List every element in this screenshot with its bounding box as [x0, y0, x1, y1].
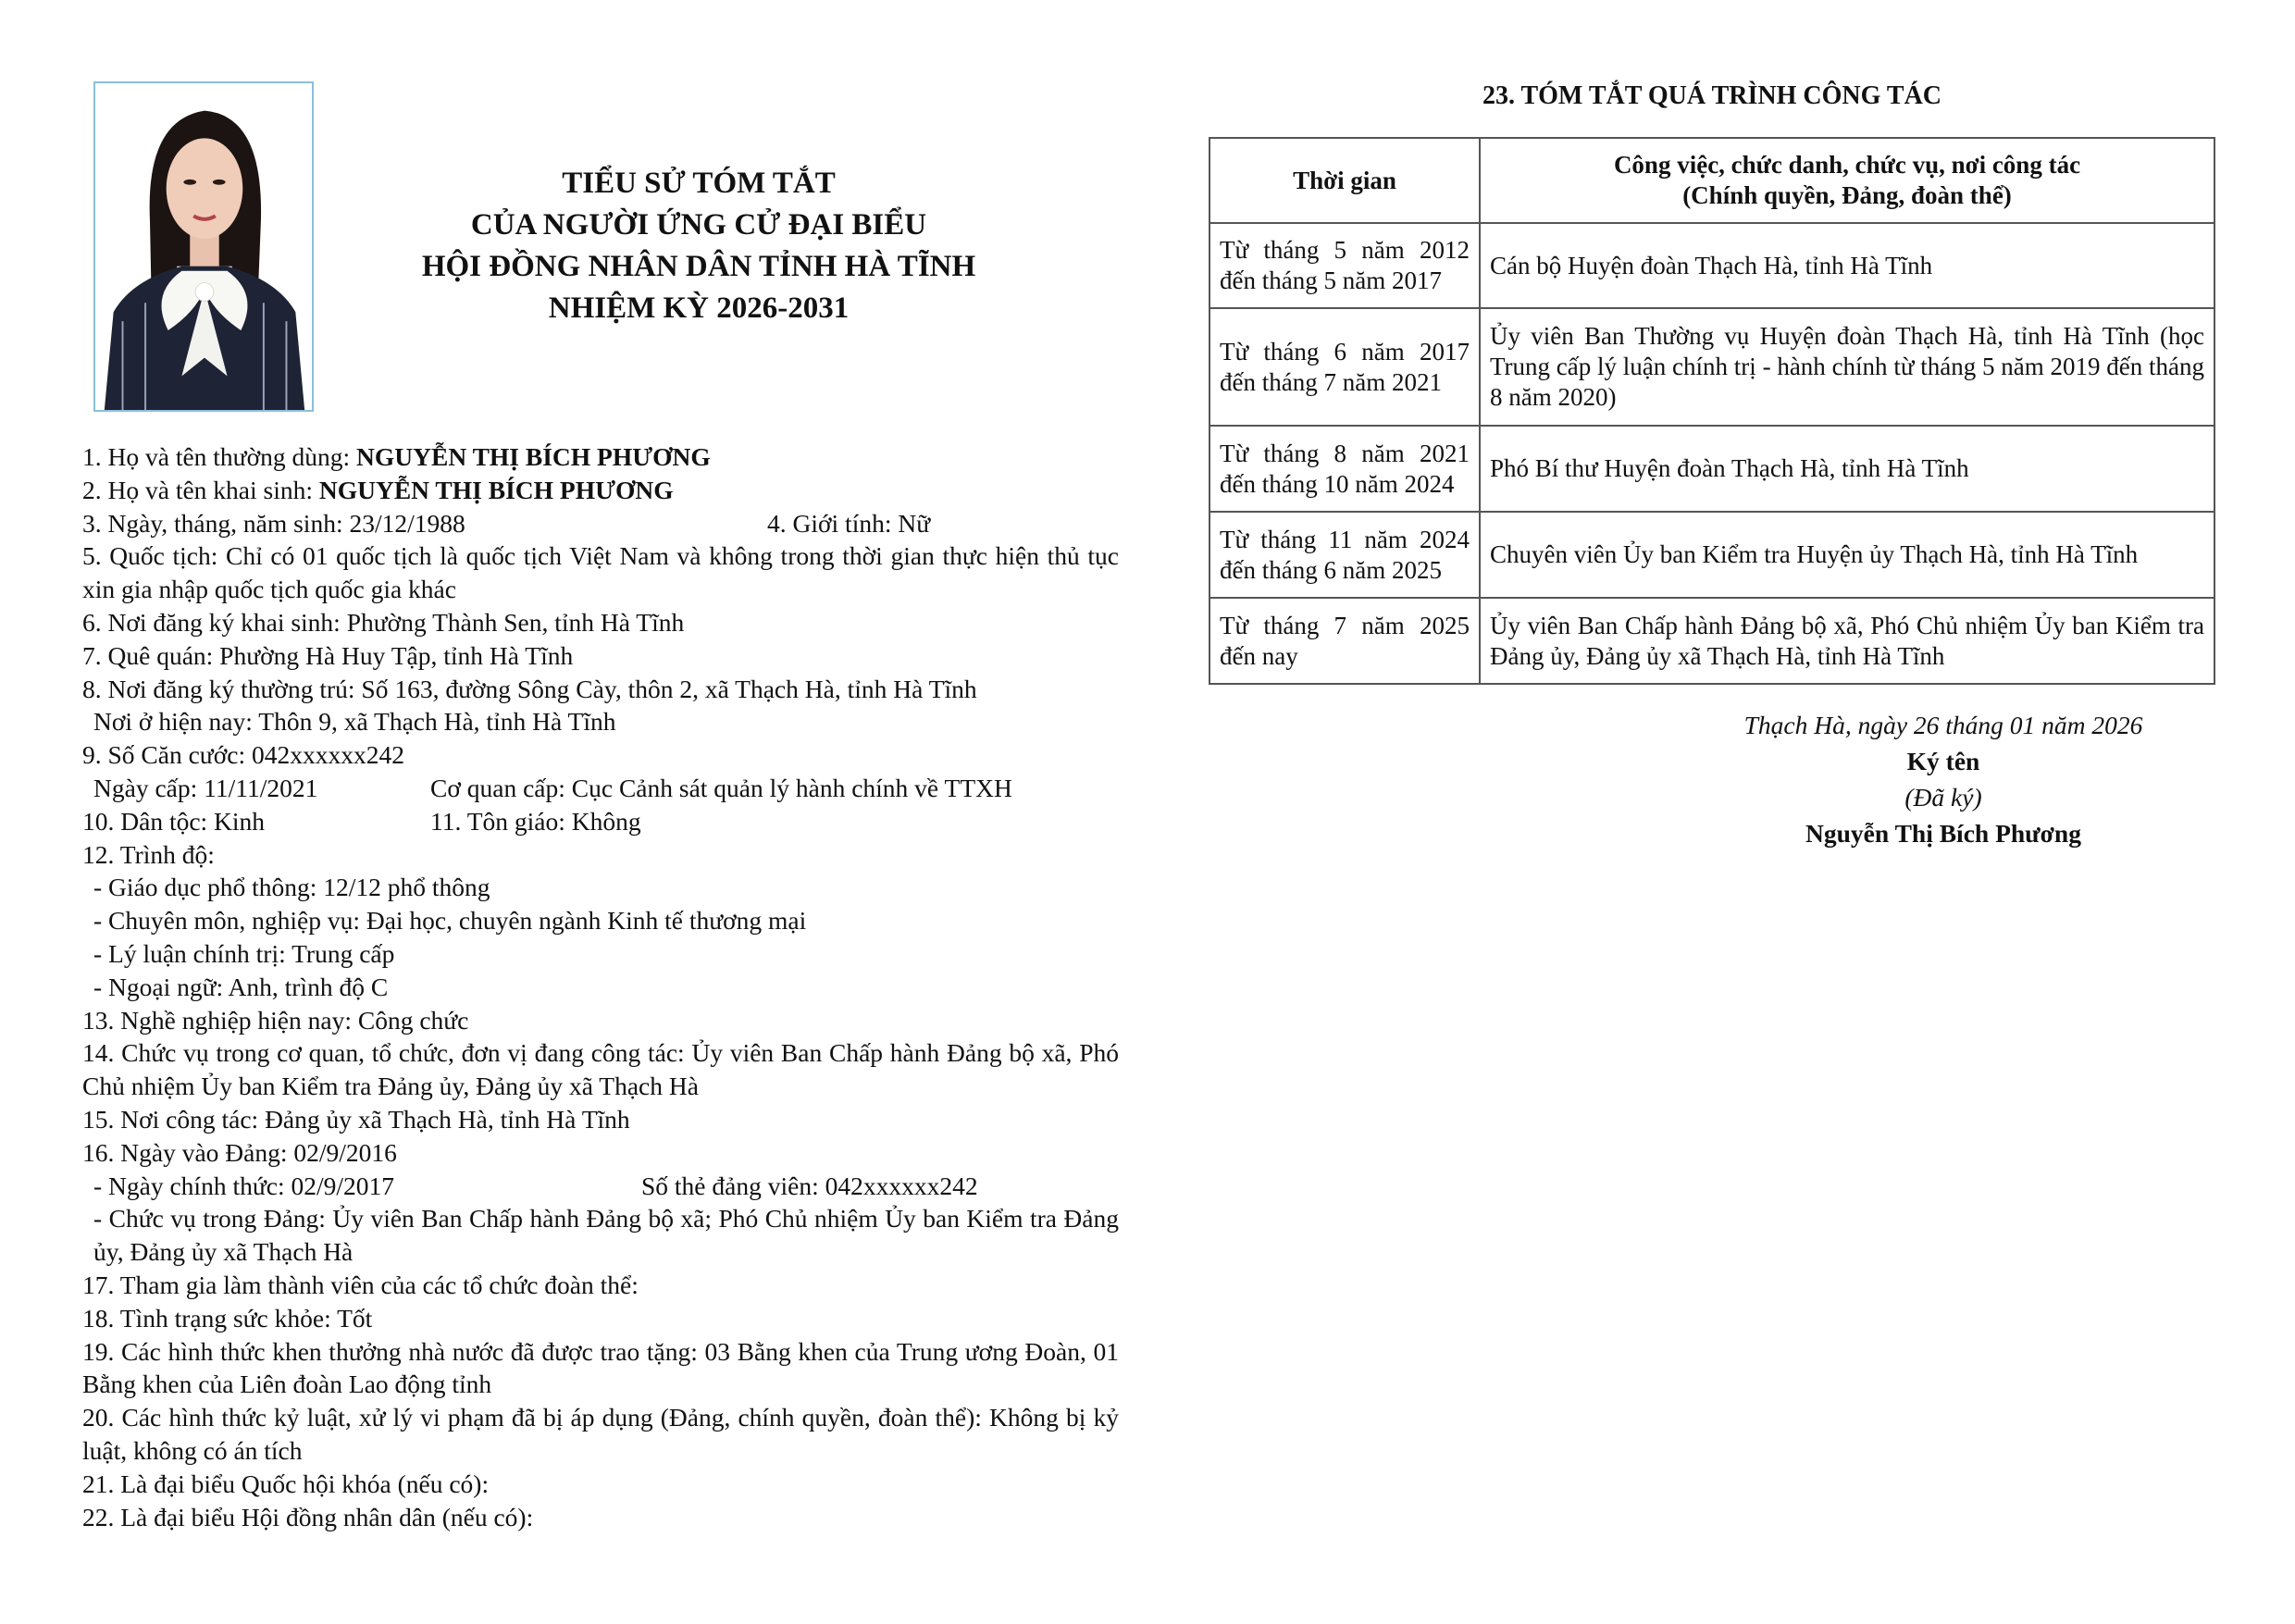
title-line-1: TIỂU SỬ TÓM TẮT — [562, 167, 836, 200]
signed-status: (Đã ký) — [1904, 783, 1982, 812]
common-name: NGUYỄN THỊ BÍCH PHƯƠNG — [356, 442, 711, 471]
birth-date: 3. Ngày, tháng, năm sinh: 23/12/1988 — [82, 508, 465, 538]
bio-item-7: 7. Quê quán: Phường Hà Huy Tập, tỉnh Hà Tĩnh — [82, 640, 574, 670]
party-official-info — [82, 1170, 1119, 1203]
title-line-4: NHIỆM KỲ 2026-2031 — [548, 291, 850, 325]
row-time: Từ tháng 11 năm 2024 đến tháng 6 năm 2025 — [1210, 512, 1480, 598]
bio-item-20: 20. Các hình thức kỷ luật, xử lý vi phạm đã bị áp dụng (Đảng, chính quyền, đoàn thể): Không bị kỷ luật, không có án tích — [82, 1403, 1119, 1465]
bio-item-10-11 — [82, 805, 1119, 838]
row-time: Từ tháng 6 năm 2017 đến tháng 7 năm 2021 — [1210, 308, 1480, 426]
bio-item-8: 8. Nơi đăng ký thường trú: Số 163, đường Sông Cày, thôn 2, xã Thạch Hà, tỉnh Hà Tĩnh — [82, 674, 977, 703]
table-row — [1210, 308, 2214, 426]
bio-item-5: 5. Quốc tịch: Chỉ có 01 quốc tịch là quốc tịch Việt Nam và không trong thời gian thực hiện thủ tục xin gia nhập quốc tịch quốc gia khác — [82, 541, 1119, 604]
bio-item-2 — [82, 474, 1119, 507]
signer-name: Nguyễn Thị Bích Phương — [1805, 819, 2081, 848]
current-residence: Nơi ở hiện nay: Thôn 9, xã Thạch Hà, tỉnh Hà Tĩnh — [93, 707, 616, 737]
education-political: - Lý luận chính trị: Trung cấp — [93, 938, 395, 968]
work-history-table — [1209, 137, 2215, 685]
education-general: - Giáo dục phổ thông: 12/12 phổ thông — [93, 873, 490, 902]
party-position: - Chức vụ trong Đảng: Ủy viên Ban Chấp hành Đảng bộ xã; Phó Chủ nhiệm Ủy ban Kiểm tra Đảng ủy, Đảng ủy xã Thạch Hà — [93, 1204, 1119, 1267]
candidate-photo — [93, 81, 314, 412]
column-header-desc-line-2: (Chính quyền, Đảng, đoàn thể) — [1682, 181, 2012, 209]
row-time: Từ tháng 5 năm 2012 đến tháng 5 năm 2017 — [1210, 223, 1480, 308]
column-header-description — [1480, 138, 2214, 223]
party-card-number: Số thẻ đảng viên: 042xxxxxx242 — [641, 1171, 978, 1200]
id-issue-date: Ngày cấp: 11/11/2021 — [93, 773, 318, 802]
document-title — [342, 163, 1055, 329]
signature-block — [1666, 707, 2221, 851]
bio-item-22: 22. Là đại biểu Hội đồng nhân dân (nếu có): — [82, 1502, 534, 1531]
column-header-desc-line-1: Công việc, chức danh, chức vụ, nơi công tác — [1613, 151, 2081, 179]
bio-label: 2. Họ và tên khai sinh: — [82, 475, 319, 504]
gender: 4. Giới tính: Nữ — [767, 508, 931, 538]
row-description: Ủy viên Ban Chấp hành Đảng bộ xã, Phó Chủ nhiệm Ủy ban Kiểm tra Đảng ủy, Đảng ủy xã Thạch Hà, tỉnh Hà Tĩnh — [1480, 598, 2214, 684]
row-time: Từ tháng 7 năm 2025 đến nay — [1210, 598, 1480, 684]
signature-label: Ký tên — [1906, 747, 1980, 775]
table-row — [1210, 223, 2214, 308]
bio-item-21: 21. Là đại biểu Quốc hội khóa (nếu có): — [82, 1469, 490, 1498]
biography-section — [82, 440, 1119, 1533]
bio-label: 1. Họ và tên thường dùng: — [82, 442, 357, 471]
birth-name: NGUYỄN THỊ BÍCH PHƯƠNG — [318, 475, 674, 504]
table-row — [1210, 512, 2214, 598]
party-official-date: - Ngày chính thức: 02/9/2017 — [93, 1171, 394, 1200]
bio-item-9: 9. Số Căn cước: 042xxxxxx242 — [82, 740, 404, 770]
title-line-2: CỦA NGƯỜI ỨNG CỬ ĐẠI BIỂU — [470, 208, 927, 242]
bio-item-17: 17. Tham gia làm thành viên của các tổ chức đoàn thể: — [82, 1270, 639, 1299]
title-line-3: HỘI ĐỒNG NHÂN DÂN TỈNH HÀ TĨNH — [421, 250, 976, 283]
row-time: Từ tháng 8 năm 2021 đến tháng 10 năm 2024 — [1210, 426, 1480, 512]
bio-item-13: 13. Nghề nghiệp hiện nay: Công chức — [82, 1005, 469, 1035]
bio-item-14: 14. Chức vụ trong cơ quan, tổ chức, đơn vị đang công tác: Ủy viên Ban Chấp hành Đảng bộ xã, Phó Chủ nhiệm Ủy ban Kiểm tra Đảng ủy, Đảng ủy xã Thạch Hà — [82, 1038, 1119, 1101]
bio-item-16: 16. Ngày vào Đảng: 02/9/2016 — [82, 1137, 397, 1167]
work-history-title: 23. TÓM TẮT QUÁ TRÌNH CÔNG TÁC — [1482, 81, 1942, 110]
education-professional: - Chuyên môn, nghiệp vụ: Đại học, chuyên ngành Kinh tế thương mại — [93, 906, 807, 936]
bio-item-1 — [82, 440, 1119, 474]
column-header-time: Thời gian — [1210, 138, 1480, 223]
table-header-row — [1210, 138, 2214, 223]
portrait-image — [95, 83, 312, 410]
row-description: Cán bộ Huyện đoàn Thạch Hà, tỉnh Hà Tĩnh — [1480, 223, 2214, 308]
bio-item-18: 18. Tình trạng sức khỏe: Tốt — [82, 1303, 373, 1333]
ethnicity: 10. Dân tộc: Kinh — [82, 806, 266, 836]
bio-item-3-4 — [82, 507, 1119, 540]
row-description: Phó Bí thư Huyện đoàn Thạch Hà, tỉnh Hà Tĩnh — [1480, 426, 2214, 512]
table-row — [1210, 426, 2214, 512]
education-language: - Ngoại ngữ: Anh, trình độ C — [93, 972, 389, 1001]
row-description: Ủy viên Ban Thường vụ Huyện đoàn Thạch Hà, tỉnh Hà Tĩnh (học Trung cấp lý luận chính trị - hành chính từ tháng 5 năm 2019 đến tháng 8 năm 2020) — [1480, 308, 2214, 426]
id-issue-info — [82, 772, 1119, 805]
bio-item-19: 19. Các hình thức khen thưởng nhà nước đã được trao tặng: 03 Bằng khen của Trung ương Đoàn, 01 Bằng khen của Liên đoàn Lao động tỉnh — [82, 1336, 1119, 1399]
row-description: Chuyên viên Ủy ban Kiểm tra Huyện ủy Thạch Hà, tỉnh Hà Tĩnh — [1480, 512, 2214, 598]
bio-item-6: 6. Nơi đăng ký khai sinh: Phường Thành Sen, tỉnh Hà Tĩnh — [82, 607, 685, 637]
id-issuer: Cơ quan cấp: Cục Cảnh sát quản lý hành chính về TTXH — [430, 773, 1012, 802]
religion: 11. Tôn giáo: Không — [430, 806, 641, 836]
bio-item-15: 15. Nơi công tác: Đảng ủy xã Thạch Hà, tỉnh Hà Tĩnh — [82, 1104, 630, 1134]
place-and-date: Thạch Hà, ngày 26 tháng 01 năm 2026 — [1743, 711, 2143, 739]
bio-item-12: 12. Trình độ: — [82, 839, 215, 869]
table-row — [1210, 598, 2214, 684]
